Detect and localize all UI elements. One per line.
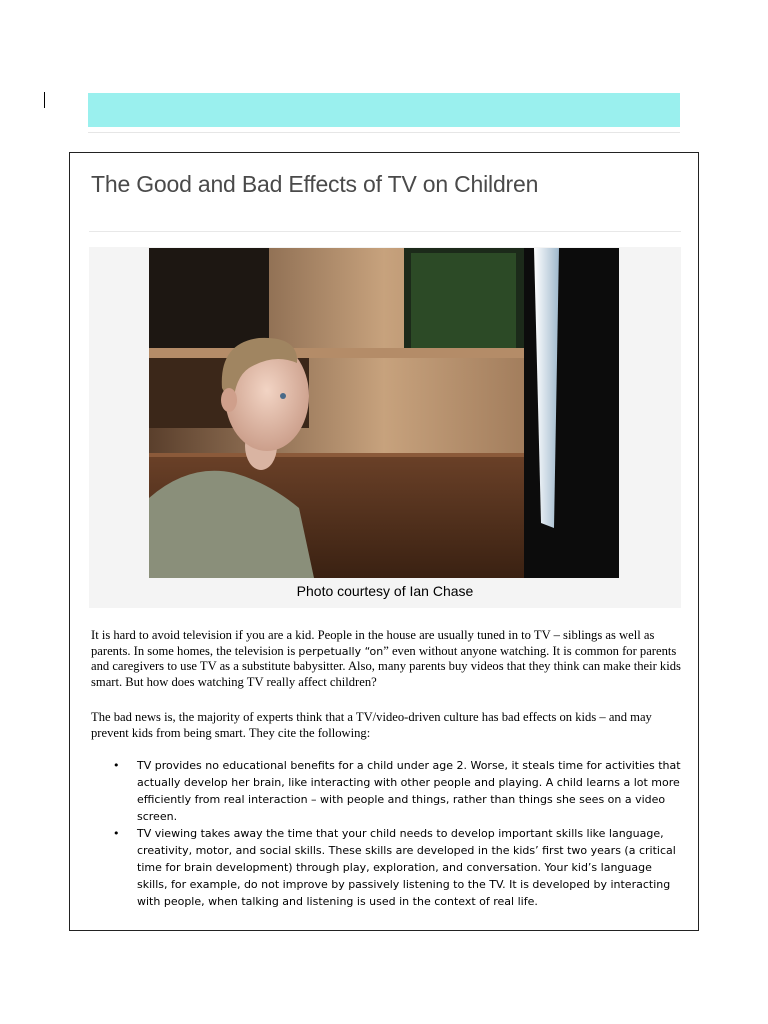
bullet-marker: • [113,759,120,772]
header-divider [88,132,680,133]
header-bar [88,93,680,127]
photo-illustration [149,248,619,578]
intro-text-part1: It is hard to avoid television if you are a kid. People in the house are usually tuned in to TV – siblings as well as parents. In some homes, the television is [91,628,655,658]
list-item-text: TV viewing takes away the time that your child needs to develop important skills like language, creativity, motor, and social skills. These skills are developed in the kids’ first two years (a critical time for brain development) through play, exploration, and conversation. Your kid’s language skills, for example, do not improve by passively listening to the TV. It is developed by interacting with people, when talking and listening is used in the context of real life. [137,827,676,908]
intro-paragraph [91,628,683,690]
document-title: The Good and Bad Effects of TV on Children [91,171,539,197]
figure [89,247,681,608]
intro-text-part2: ” even without anyone watching. It is common for parents and caregivers to use TV as a substitute babysitter. Also, many parents buy videos that they think can make their kids smart. But how does watching TV really affect children? [91,643,681,689]
title-divider [89,231,681,232]
effects-list [91,757,681,910]
bullet-marker: • [113,827,120,840]
list-item [91,757,681,825]
text-cursor [44,92,45,108]
photo-boy-watching-tv [149,248,619,578]
bad-news-paragraph: The bad news is, the majority of experts think that a TV/video-driven culture has bad effects on kids – and may prevent kids from being smart. They cite the following: [91,710,652,740]
intro-text-emphasis: perpetually “on [298,644,384,658]
photo-caption: Photo courtesy of Ian Chase [296,583,474,599]
list-item [91,825,681,910]
document-frame [69,152,699,931]
list-item-text: TV provides no educational benefits for a child under age 2. Worse, it steals time for activities that actually develop her brain, like interacting with other people and playing. A child learns a lot more efficiently from real interaction – with people and things, rather than things she sees on a video screen. [137,759,681,823]
